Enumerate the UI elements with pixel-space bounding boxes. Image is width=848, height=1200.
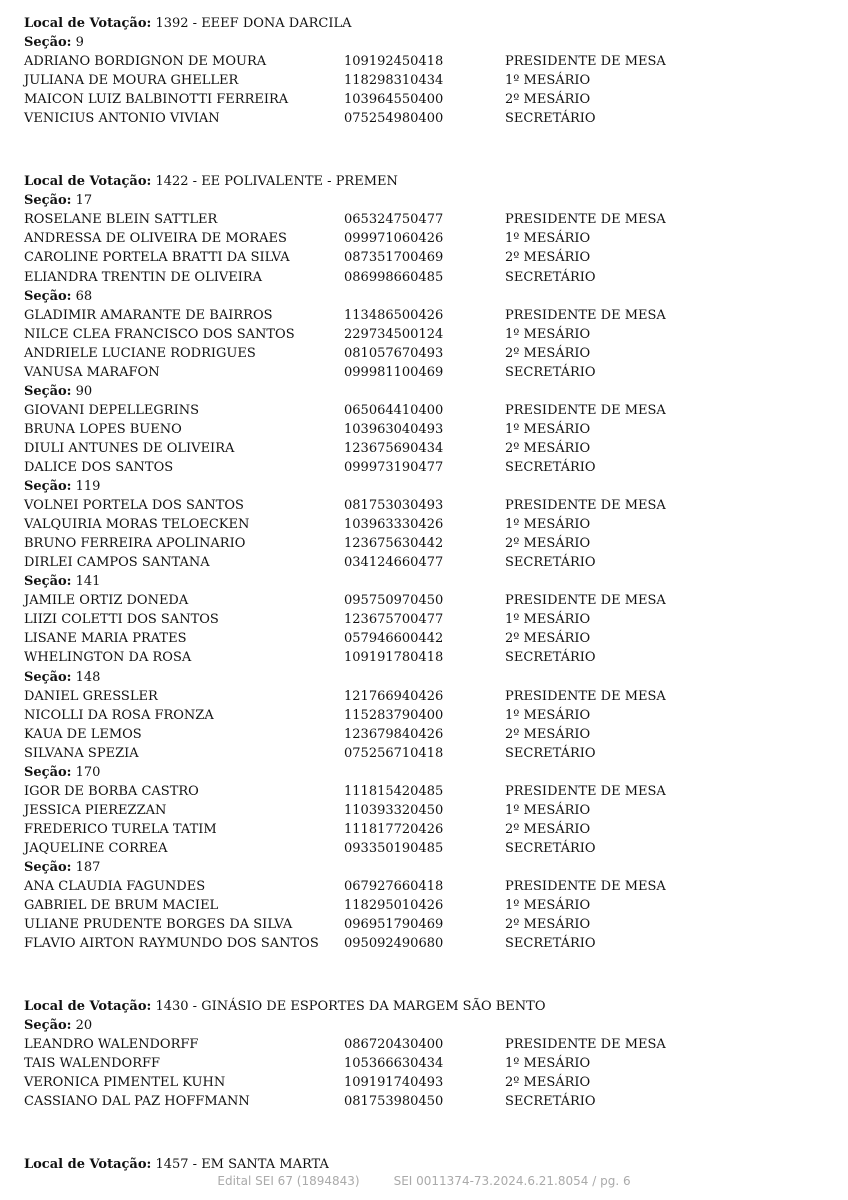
- document-body: [24, 14, 834, 1175]
- member-role: 1º MESÁRIO: [505, 612, 591, 628]
- member-role: 2º MESÁRIO: [505, 631, 591, 647]
- section-number: 20: [75, 1018, 93, 1034]
- member-name: BRUNO FERREIRA APOLINARIO: [24, 536, 246, 552]
- member-name: LEANDRO WALENDORFF: [24, 1037, 199, 1053]
- member-voter-id: 075256710418: [344, 745, 444, 761]
- member-row: [24, 1035, 834, 1054]
- member-name: DANIEL GRESSLER: [24, 688, 158, 704]
- member-row: [24, 344, 834, 363]
- member-name: GLADIMIR AMARANTE DE BAIRROS: [24, 307, 273, 323]
- section-number: 68: [75, 288, 93, 304]
- member-role: SECRETÁRIO: [505, 840, 596, 856]
- section-heading: [24, 382, 834, 401]
- page-footer: [0, 1172, 848, 1190]
- member-role: 2º MESÁRIO: [505, 821, 591, 837]
- member-voter-id: 115283790400: [344, 707, 444, 723]
- member-role: PRESIDENTE DE MESA: [505, 212, 666, 228]
- member-voter-id: 113486500426: [344, 307, 444, 323]
- member-voter-id: 103963330426: [344, 517, 444, 533]
- member-row: [24, 458, 834, 477]
- member-name: VERONICA PIMENTEL KUHN: [24, 1075, 226, 1091]
- member-voter-id: 065064410400: [344, 402, 444, 418]
- member-row: [24, 687, 834, 706]
- member-role: 2º MESÁRIO: [505, 345, 591, 361]
- member-name: ULIANE PRUDENTE BORGES DA SILVA: [24, 917, 293, 933]
- member-voter-id: 103963040493: [344, 421, 444, 437]
- section-number: 90: [75, 383, 93, 399]
- member-name: VANUSA MARAFON: [24, 364, 160, 380]
- member-role: PRESIDENTE DE MESA: [505, 54, 666, 70]
- section-heading: [24, 33, 834, 52]
- member-role: 1º MESÁRIO: [505, 326, 591, 342]
- member-row: [24, 515, 834, 534]
- member-row: [24, 71, 834, 90]
- member-name: DIULI ANTUNES DE OLIVEIRA: [24, 440, 235, 456]
- member-name: KAUA DE LEMOS: [24, 726, 142, 742]
- member-voter-id: 086720430400: [344, 1037, 444, 1053]
- member-voter-id: 121766940426: [344, 688, 444, 704]
- member-voter-id: 123675690434: [344, 440, 444, 456]
- member-row: [24, 306, 834, 325]
- member-row: [24, 210, 834, 229]
- member-name: VENICIUS ANTONIO VIVIAN: [24, 111, 220, 127]
- member-row: [24, 706, 834, 725]
- voting-place-name: 1430 - GINÁSIO DE ESPORTES DA MARGEM SÃO BENTO: [155, 999, 546, 1015]
- member-voter-id: 095750970450: [344, 593, 444, 609]
- member-row: [24, 782, 834, 801]
- member-row: [24, 553, 834, 572]
- member-voter-id: 229734500124: [344, 326, 444, 342]
- member-row: [24, 648, 834, 667]
- member-role: 1º MESÁRIO: [505, 73, 591, 89]
- section-number: 17: [75, 193, 93, 209]
- voting-place-name: 1422 - EE POLIVALENTE - PREMEN: [155, 174, 398, 190]
- voting-place-heading: [24, 172, 834, 191]
- member-role: 1º MESÁRIO: [505, 707, 591, 723]
- member-name: VALQUIRIA MORAS TELOECKEN: [24, 517, 250, 533]
- member-voter-id: 099973190477: [344, 459, 444, 475]
- member-role: SECRETÁRIO: [505, 745, 596, 761]
- member-name: NILCE CLEA FRANCISCO DOS SANTOS: [24, 326, 295, 342]
- member-voter-id: 118298310434: [344, 73, 444, 89]
- voting-place-block: [24, 997, 834, 1111]
- member-voter-id: 067927660418: [344, 879, 444, 895]
- voting-place-label: Local de Votação:: [24, 174, 152, 190]
- member-name: NICOLLI DA ROSA FRONZA: [24, 707, 214, 723]
- member-role: SECRETÁRIO: [505, 650, 596, 666]
- member-name: GABRIEL DE BRUM MACIEL: [24, 898, 219, 914]
- member-voter-id: 081057670493: [344, 345, 444, 361]
- member-role: PRESIDENTE DE MESA: [505, 498, 666, 514]
- section-label: Seção:: [24, 574, 72, 590]
- member-row: [24, 439, 834, 458]
- member-row: [24, 1054, 834, 1073]
- member-voter-id: 075254980400: [344, 111, 444, 127]
- member-role: PRESIDENTE DE MESA: [505, 688, 666, 704]
- member-voter-id: 109192450418: [344, 54, 444, 70]
- member-role: 2º MESÁRIO: [505, 250, 591, 266]
- member-row: [24, 1073, 834, 1092]
- member-name: JULIANA DE MOURA GHELLER: [24, 73, 239, 89]
- member-role: PRESIDENTE DE MESA: [505, 1037, 666, 1053]
- voting-place-block: [24, 14, 834, 128]
- member-name: FREDERICO TURELA TATIM: [24, 821, 217, 837]
- section-number: 170: [75, 764, 101, 780]
- member-voter-id: 081753980450: [344, 1094, 444, 1110]
- member-role: SECRETÁRIO: [505, 364, 596, 380]
- member-row: [24, 820, 834, 839]
- voting-place-heading: [24, 997, 834, 1016]
- member-voter-id: 057946600442: [344, 631, 444, 647]
- section-label: Seção:: [24, 193, 72, 209]
- member-voter-id: 093350190485: [344, 840, 444, 856]
- member-role: SECRETÁRIO: [505, 1094, 596, 1110]
- member-row: [24, 801, 834, 820]
- member-voter-id: 105366630434: [344, 1056, 444, 1072]
- voting-place-heading: [24, 14, 834, 33]
- member-role: SECRETÁRIO: [505, 269, 596, 285]
- member-name: JAMILE ORTIZ DONEDA: [24, 593, 189, 609]
- member-voter-id: 109191740493: [344, 1075, 444, 1091]
- member-row: [24, 610, 834, 629]
- member-name: WHELINGTON DA ROSA: [24, 650, 192, 666]
- section-label: Seção:: [24, 383, 72, 399]
- member-name: DALICE DOS SANTOS: [24, 459, 174, 475]
- member-role: 1º MESÁRIO: [505, 1056, 591, 1072]
- member-row: [24, 839, 834, 858]
- member-row: [24, 229, 834, 248]
- section-number: 119: [75, 479, 101, 495]
- member-voter-id: 111815420485: [344, 783, 444, 799]
- member-row: [24, 591, 834, 610]
- member-row: [24, 420, 834, 439]
- section-number: 148: [75, 669, 101, 685]
- member-role: SECRETÁRIO: [505, 555, 596, 571]
- member-name: SILVANA SPEZIA: [24, 745, 139, 761]
- member-role: 2º MESÁRIO: [505, 917, 591, 933]
- member-name: BRUNA LOPES BUENO: [24, 421, 182, 437]
- member-role: PRESIDENTE DE MESA: [505, 593, 666, 609]
- member-voter-id: 099981100469: [344, 364, 444, 380]
- section-number: 9: [75, 35, 84, 51]
- member-name: CASSIANO DAL PAZ HOFFMANN: [24, 1094, 250, 1110]
- member-name: ROSELANE BLEIN SATTLER: [24, 212, 218, 228]
- member-row: [24, 109, 834, 128]
- member-voter-id: 065324750477: [344, 212, 444, 228]
- member-role: 1º MESÁRIO: [505, 517, 591, 533]
- member-row: [24, 934, 834, 953]
- member-name: VOLNEI PORTELA DOS SANTOS: [24, 498, 244, 514]
- voting-place-label: Local de Votação:: [24, 1157, 152, 1173]
- member-voter-id: 081753030493: [344, 498, 444, 514]
- member-row: [24, 1092, 834, 1111]
- member-row: [24, 363, 834, 382]
- section-heading: [24, 477, 834, 496]
- section-heading: [24, 572, 834, 591]
- member-role: 2º MESÁRIO: [505, 440, 591, 456]
- member-voter-id: 103964550400: [344, 92, 444, 108]
- member-row: [24, 325, 834, 344]
- member-name: ADRIANO BORDIGNON DE MOURA: [24, 54, 267, 70]
- member-voter-id: 096951790469: [344, 917, 444, 933]
- member-row: [24, 268, 834, 287]
- member-role: 1º MESÁRIO: [505, 802, 591, 818]
- member-role: SECRETÁRIO: [505, 936, 596, 952]
- member-name: ELIANDRA TRENTIN DE OLIVEIRA: [24, 269, 263, 285]
- member-name: MAICON LUIZ BALBINOTTI FERREIRA: [24, 92, 289, 108]
- member-name: FLAVIO AIRTON RAYMUNDO DOS SANTOS: [24, 936, 319, 952]
- member-voter-id: 110393320450: [344, 802, 444, 818]
- member-row: [24, 534, 834, 553]
- section-heading: [24, 763, 834, 782]
- member-row: [24, 496, 834, 515]
- member-role: 2º MESÁRIO: [505, 1075, 591, 1091]
- member-row: [24, 725, 834, 744]
- member-role: SECRETÁRIO: [505, 111, 596, 127]
- member-role: 2º MESÁRIO: [505, 92, 591, 108]
- member-voter-id: 087351700469: [344, 250, 444, 266]
- section-label: Seção:: [24, 479, 72, 495]
- section-label: Seção:: [24, 764, 72, 780]
- member-role: 1º MESÁRIO: [505, 898, 591, 914]
- member-name: CAROLINE PORTELA BRATTI DA SILVA: [24, 250, 290, 266]
- member-role: PRESIDENTE DE MESA: [505, 307, 666, 323]
- member-row: [24, 52, 834, 71]
- member-voter-id: 109191780418: [344, 650, 444, 666]
- member-voter-id: 099971060426: [344, 231, 444, 247]
- member-name: DIRLEI CAMPOS SANTANA: [24, 555, 210, 571]
- member-name: ANDRESSA DE OLIVEIRA DE MORAES: [24, 231, 287, 247]
- member-voter-id: 123679840426: [344, 726, 444, 742]
- member-role: 1º MESÁRIO: [505, 421, 591, 437]
- member-row: [24, 877, 834, 896]
- member-row: [24, 401, 834, 420]
- member-row: [24, 629, 834, 648]
- member-row: [24, 90, 834, 109]
- section-label: Seção:: [24, 1018, 72, 1034]
- member-row: [24, 248, 834, 267]
- section-number: 187: [75, 859, 101, 875]
- member-role: 2º MESÁRIO: [505, 726, 591, 742]
- member-voter-id: 095092490680: [344, 936, 444, 952]
- section-heading: [24, 287, 834, 306]
- member-name: LIIZI COLETTI DOS SANTOS: [24, 612, 219, 628]
- member-row: [24, 744, 834, 763]
- member-name: LISANE MARIA PRATES: [24, 631, 187, 647]
- section-heading: [24, 1016, 834, 1035]
- member-row: [24, 896, 834, 915]
- member-name: ANA CLAUDIA FAGUNDES: [24, 879, 206, 895]
- voting-place-label: Local de Votação:: [24, 16, 152, 31]
- member-voter-id: 118295010426: [344, 898, 444, 914]
- member-role: 1º MESÁRIO: [505, 231, 591, 247]
- member-role: 2º MESÁRIO: [505, 536, 591, 552]
- member-voter-id: 034124660477: [344, 555, 444, 571]
- member-voter-id: 086998660485: [344, 269, 444, 285]
- section-number: 141: [75, 574, 101, 590]
- member-name: IGOR DE BORBA CASTRO: [24, 783, 199, 799]
- section-heading: [24, 858, 834, 877]
- section-label: Seção:: [24, 35, 72, 51]
- member-name: TAIS WALENDORFF: [24, 1056, 161, 1072]
- member-row: [24, 915, 834, 934]
- footer-process-page: SEI 0011374-73.2024.6.21.8054 / pg. 6: [393, 1174, 631, 1188]
- member-voter-id: 111817720426: [344, 821, 444, 837]
- member-name: JAQUELINE CORREA: [24, 840, 168, 856]
- member-name: GIOVANI DEPELLEGRINS: [24, 402, 199, 418]
- member-voter-id: 123675700477: [344, 612, 444, 628]
- section-label: Seção:: [24, 288, 72, 304]
- member-role: PRESIDENTE DE MESA: [505, 402, 666, 418]
- member-role: SECRETÁRIO: [505, 459, 596, 475]
- member-voter-id: 123675630442: [344, 536, 444, 552]
- section-heading: [24, 191, 834, 210]
- section-heading: [24, 668, 834, 687]
- footer-document-ref: Edital SEI 67 (1894843): [217, 1174, 360, 1188]
- member-role: PRESIDENTE DE MESA: [505, 783, 666, 799]
- member-name: ANDRIELE LUCIANE RODRIGUES: [24, 345, 256, 361]
- voting-place-name: 1457 - EM SANTA MARTA: [155, 1157, 329, 1173]
- section-label: Seção:: [24, 669, 72, 685]
- voting-place-name: 1392 - EEEF DONA DARCILA: [155, 16, 352, 31]
- voting-place-label: Local de Votação:: [24, 999, 152, 1015]
- member-role: PRESIDENTE DE MESA: [505, 879, 666, 895]
- section-label: Seção:: [24, 859, 72, 875]
- voting-place-block: [24, 172, 834, 953]
- member-name: JESSICA PIEREZZAN: [24, 802, 167, 818]
